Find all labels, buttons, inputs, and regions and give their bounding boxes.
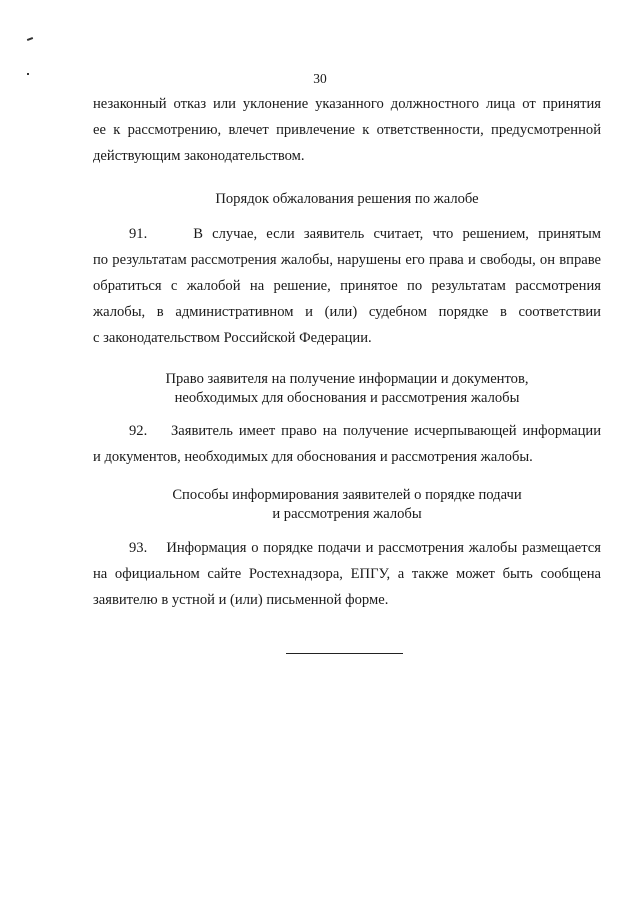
text-line: и документов, необходимых для обоснования и рассмотрения жалобы. — [93, 449, 533, 465]
text-line: действующим законодательством. — [93, 148, 305, 164]
text-fragment: Информация о порядке подачи и рассмотрения жалобы размещается — [166, 540, 601, 556]
section-heading — [93, 486, 601, 524]
heading-line: Право заявителя на получение информации и документов, — [165, 371, 529, 387]
paragraph-93 — [93, 535, 601, 613]
text-line: обратиться с жалобой на решение, принятое по результатам рассмотрения — [93, 278, 601, 294]
text-line: ее к рассмотрению, влечет привлечение к ответственности, предусмотренной — [93, 122, 601, 138]
page-number: 30 — [313, 71, 327, 86]
text-line: по результатам рассмотрения жалобы, нарушены его права и свободы, он вправе — [93, 252, 601, 268]
section-heading — [93, 370, 601, 408]
end-divider-line — [286, 653, 403, 654]
text-fragment: Заявитель имеет право на получение исчерпывающей информации — [170, 423, 602, 439]
paragraph-92 — [93, 418, 601, 470]
text-line — [93, 535, 601, 561]
text-line — [93, 418, 601, 444]
intro-paragraph — [93, 91, 601, 169]
text-line: заявителю в устной и (или) письменной форме. — [93, 592, 389, 608]
heading-line: и рассмотрения жалобы — [272, 506, 422, 522]
paragraph-91 — [93, 221, 601, 351]
paragraph-number: 92. — [129, 423, 148, 439]
text-line: незаконный отказ или уклонение указанного должностного лица от принятия — [93, 96, 601, 112]
paragraph-number: 93. — [129, 540, 148, 556]
text-line: на официальном сайте Ростехнадзора, ЕПГУ, а также может быть сообщена — [93, 566, 601, 582]
text-fragment: В случае, если заявитель считает, что решением, принятым — [193, 226, 601, 242]
text-line: с законодательством Российской Федерации. — [93, 330, 372, 346]
paragraph-number: 91. — [129, 226, 148, 242]
section-heading: Порядок обжалования решения по жалобе — [215, 191, 479, 207]
scan-artifact-mark — [27, 37, 33, 41]
heading-line: необходимых для обоснования и рассмотрения жалобы — [174, 390, 520, 406]
heading-line: Способы информирования заявителей о порядке подачи — [172, 487, 522, 503]
text-line: жалобы, в административном и (или) судебном порядке в соответствии — [93, 304, 601, 320]
text-line — [93, 221, 601, 247]
